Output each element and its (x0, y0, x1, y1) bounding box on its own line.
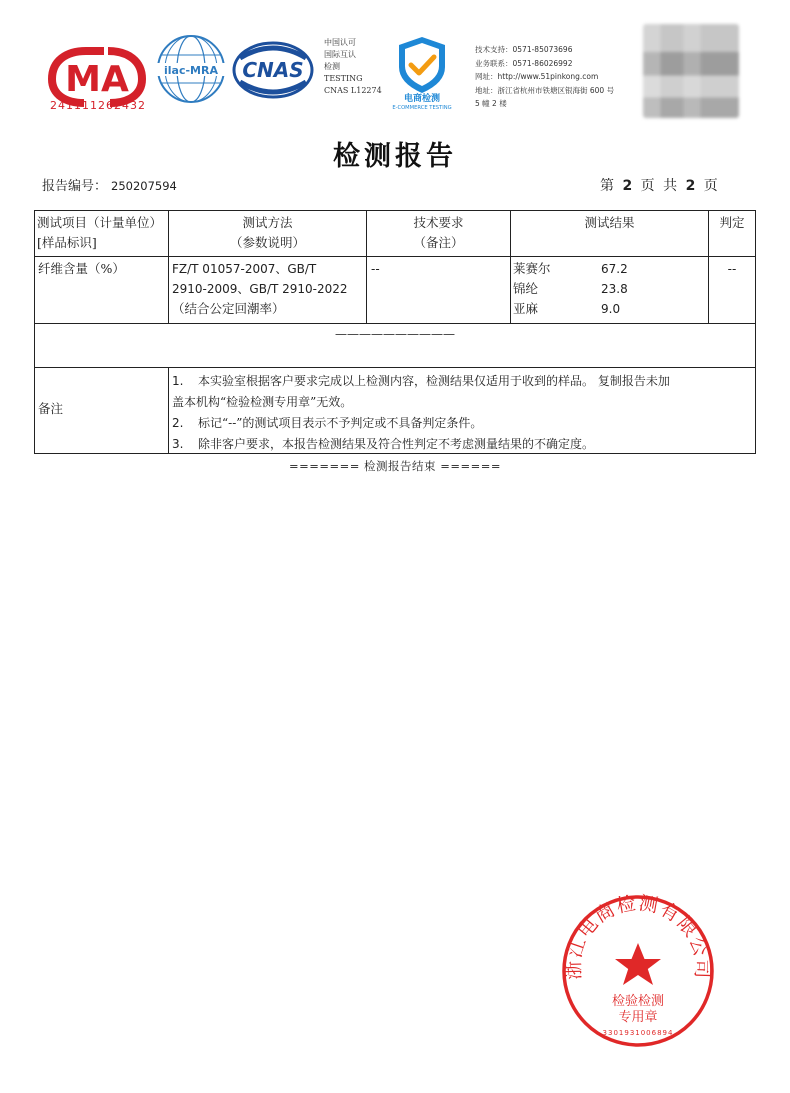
remarks-label: 备注 (38, 401, 64, 416)
contact-website: 网址：http://www.51pinkong.com (475, 72, 599, 82)
cma-number: 241111262432 (50, 99, 146, 112)
header-requirement: 技术要求 （备注） (413, 215, 464, 250)
seal-company: 浙江电商检测有限公司 (562, 893, 714, 981)
row-requirement: -- (371, 262, 380, 276)
remark-item: 2. 标记“--”的测试项目表示不予判定或不具备判定条件。 (172, 416, 483, 430)
cma-mark-text: MA (65, 59, 129, 100)
row-item: 纤维含量（%） (38, 261, 125, 276)
header-judgement: 判定 (719, 215, 745, 230)
contact-tech-support: 技术支持：0571-85073696 (475, 45, 573, 54)
header-method: 测试方法 （参数说明） (229, 215, 305, 250)
seal-code: 3301931006894 (602, 1029, 674, 1037)
row-judgement: -- (727, 262, 737, 276)
remarks-list (172, 371, 756, 455)
ilac-text: ilac-MRA (164, 64, 218, 77)
seal-purpose-2: 专用章 (618, 1010, 658, 1025)
cnas-logo (232, 40, 314, 100)
result-row: 锦纶 23.8 (513, 281, 628, 296)
remark-item: 3. 除非客户要求，本报告检测结果及符合性判定不考虑测量结果的不确定度。 (172, 437, 595, 451)
table-separator: —————————— (335, 327, 455, 341)
qr-code-icon (643, 24, 739, 118)
company-seal-stamp (560, 893, 716, 1049)
seal-purpose: 检验检测 (611, 994, 665, 1009)
seal-star-icon (615, 943, 661, 985)
contact-info (475, 43, 614, 111)
results-table (34, 210, 756, 454)
row-results (513, 259, 703, 319)
current-page: 2 (622, 178, 633, 194)
ec-logo-en: E-COMMERCE TESTING (392, 105, 452, 111)
contact-address-cont: 5 幢 2 楼 (475, 99, 507, 109)
report-number (42, 175, 177, 194)
page-indicator: 第 2 页 共 2 页 (600, 178, 718, 194)
cnas-text: CNAS (242, 58, 304, 82)
report-number-label: 报告编号： (42, 179, 108, 194)
header-result: 测试结果 (584, 215, 635, 230)
result-row: 莱赛尔 67.2 (513, 261, 628, 276)
ecommerce-testing-logo (387, 33, 457, 111)
total-pages: 2 (685, 178, 696, 194)
recognition-text: 中国认可 国际互认 检测 TESTING CNAS L12274 (324, 38, 382, 95)
contact-address: 地址：浙江省杭州市铁塘区银海街 600 号 (475, 85, 615, 95)
remark-item: 1. 本实验室根据客户要求完成以上检测内容，检测结果仅适用于收到的样品。 复制报告未加 (172, 374, 670, 388)
contact-business: 业务联系：0571-86026992 (475, 58, 573, 68)
ec-logo-cn: 电商检测 (403, 94, 441, 104)
result-row: 亚麻 9.0 (513, 301, 621, 316)
report-end-marker: ======= 检测报告结束 ====== (288, 459, 502, 473)
ilac-mra-logo (156, 33, 226, 105)
remark-item-cont: 盖本机构“检验检测专用章”无效。 (172, 395, 353, 409)
report-number-value: 250207594 (111, 179, 177, 193)
row-method: FZ/T 01057-2007、GB/T 2910-2009、GB/T 2910-2022 （结合公定回潮率） (172, 262, 348, 316)
report-title: 检测报告 (333, 141, 457, 172)
header-item: 测试项目（计量单位） [样品标识] (37, 215, 163, 250)
